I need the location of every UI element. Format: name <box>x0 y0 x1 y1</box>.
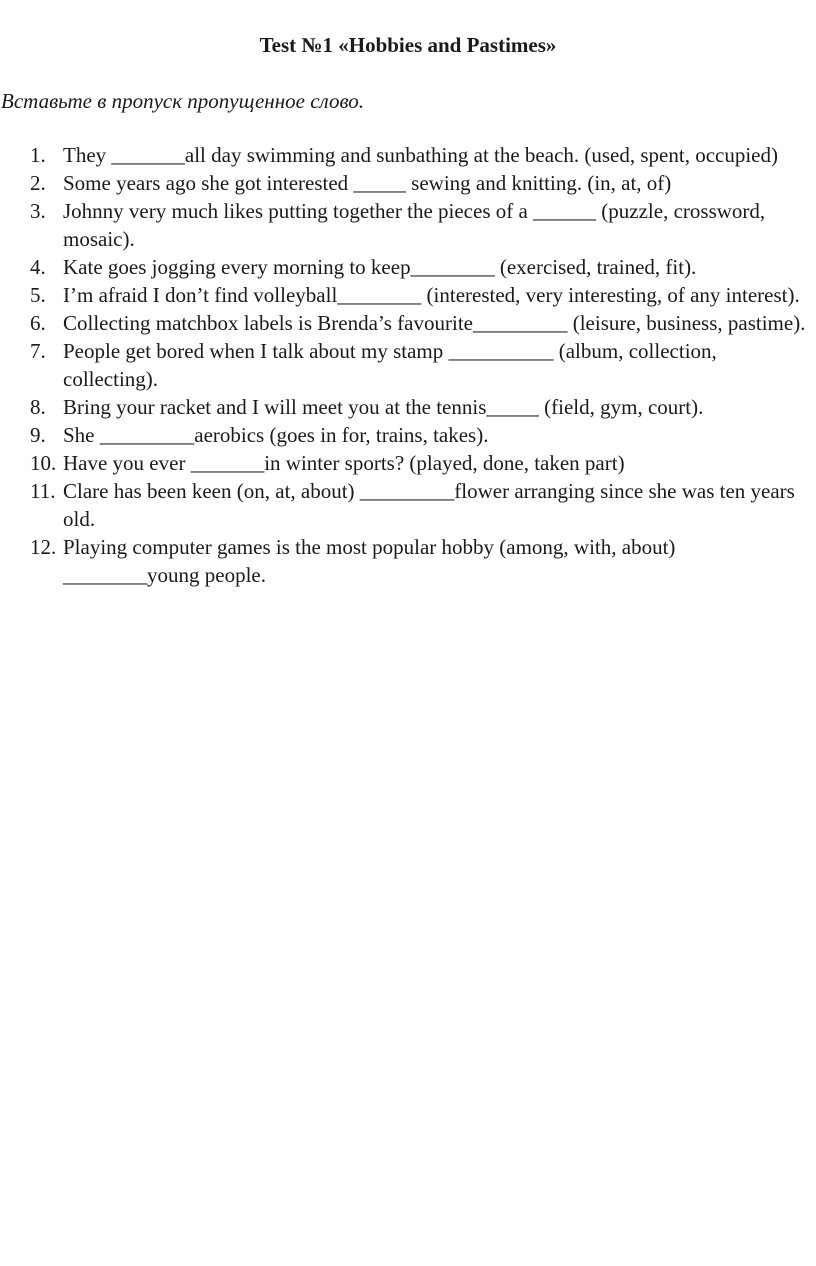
question-number: 7. <box>30 339 46 363</box>
question-number: 2. <box>30 171 46 195</box>
question-text: Have you ever _______in winter sports? (played, done, taken part) <box>63 451 625 475</box>
question-text: Clare has been keen (on, at, about) _________flower arranging since she was ten years old. <box>63 479 795 531</box>
question-number: 1. <box>30 143 46 167</box>
question-number: 3. <box>30 199 46 223</box>
question-number: 6. <box>30 311 46 335</box>
question-item <box>0 421 816 449</box>
question-item <box>0 141 816 169</box>
question-text: Kate goes jogging every morning to keep________ (exercised, trained, fit). <box>63 255 697 279</box>
question-number: 10. <box>30 451 57 475</box>
question-item <box>0 477 816 533</box>
question-text: Bring your racket and I will meet you at the tennis_____ (field, gym, court). <box>63 395 704 419</box>
question-item <box>0 253 816 281</box>
question-text: Playing computer games is the most popular hobby (among, with, about) ________young people. <box>63 535 676 587</box>
instruction-text: Вставьте в пропуск пропущенное слово. <box>1 89 365 113</box>
question-number: 4. <box>30 255 46 279</box>
question-item <box>0 337 816 393</box>
question-text: Collecting matchbox labels is Brenda’s favourite_________ (leisure, business, pastime). <box>63 311 806 335</box>
question-text: Some years ago she got interested _____ sewing and knitting. (in, at, of) <box>63 171 672 195</box>
question-item <box>0 533 816 589</box>
question-item <box>0 393 816 421</box>
question-item <box>0 197 816 253</box>
question-number: 8. <box>30 395 46 419</box>
question-number: 11. <box>30 479 56 503</box>
question-text: People get bored when I talk about my stamp __________ (album, collection, collecting). <box>63 339 717 391</box>
page-title: Test №1 «Hobbies and Pastimes» <box>259 33 557 57</box>
question-item <box>0 281 816 309</box>
question-text: She _________aerobics (goes in for, trains, takes). <box>63 423 489 447</box>
question-number: 9. <box>30 423 46 447</box>
question-number: 12. <box>30 535 57 559</box>
question-item <box>0 449 816 477</box>
question-text: They _______all day swimming and sunbathing at the beach. (used, spent, occupied) <box>63 143 778 167</box>
question-item <box>0 309 816 337</box>
question-list <box>0 141 816 589</box>
question-item <box>0 169 816 197</box>
question-text: I’m afraid I don’t find volleyball________ (interested, very interesting, of any interest). <box>63 283 800 307</box>
question-number: 5. <box>30 283 46 307</box>
question-text: Johnny very much likes putting together the pieces of a ______ (puzzle, crossword, mosaic). <box>63 199 766 251</box>
